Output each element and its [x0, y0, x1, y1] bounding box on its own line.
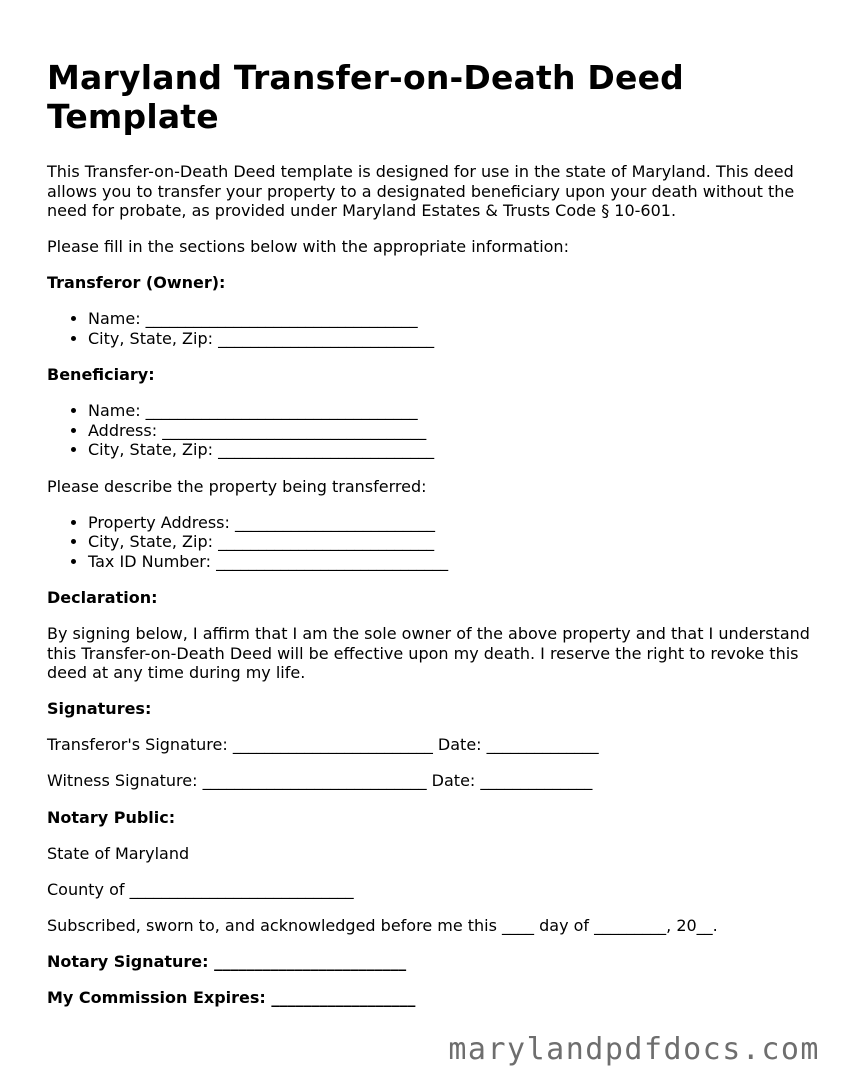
signatures-heading: Signatures:: [47, 699, 152, 719]
transferor-name-field: • Name: __________________________________: [88, 309, 827, 329]
intro-paragraph: This Transfer-on-Death Deed template is designed for use in the state of Maryland. This deed allows you to transfer your property to a designated beneficiary upon your death without the need for probate, as provided under Maryland Estates & Trusts Code § 10-601.: [47, 162, 795, 221]
instructions-text: Please fill in the sections below with the appropriate information:: [47, 237, 569, 257]
site-watermark: marylandpdfdocs.com: [448, 1032, 820, 1067]
transferor-fields: [47, 309, 827, 348]
transferor-signature-line: Transferor's Signature: _________________________ Date: ______________: [47, 735, 599, 755]
commission-expires-line: My Commission Expires: __________________: [47, 988, 416, 1008]
transferor-city-state-zip-field: • City, State, Zip: ___________________________: [88, 329, 827, 349]
notary-subscribed-line: Subscribed, sworn to, and acknowledged before me this ____ day of _________, 20__.: [47, 915, 718, 935]
document: [47, 58, 827, 1008]
beneficiary-name-field: • Name: __________________________________: [88, 401, 827, 421]
property-city-state-zip-field: • City, State, Zip: ___________________________: [88, 532, 827, 552]
property-intro: Please describe the property being transferred:: [47, 476, 427, 496]
beneficiary-address-field: • Address: _________________________________: [88, 421, 827, 441]
transferor-heading: Transferor (Owner):: [47, 273, 226, 293]
property-address-field: • Property Address: _________________________: [88, 513, 827, 533]
property-tax-id-field: • Tax ID Number: _____________________________: [88, 552, 827, 572]
declaration-text: By signing below, I affirm that I am the sole owner of the above property and that I understand this Transfer-on-Death Deed will be effective upon my death. I reserve the right to revoke this deed at any time during my life.: [47, 624, 810, 683]
witness-signature-line: Witness Signature: ____________________________ Date: ______________: [47, 771, 593, 791]
notary-signature-line: Notary Signature: ________________________: [47, 951, 407, 971]
declaration-heading: Declaration:: [47, 587, 158, 607]
document-title: Maryland Transfer-on-Death Deed Template: [47, 58, 684, 136]
beneficiary-fields: [47, 401, 827, 460]
notary-heading: Notary Public:: [47, 807, 176, 827]
notary-state: State of Maryland: [47, 843, 190, 863]
beneficiary-city-state-zip-field: • City, State, Zip: ___________________________: [88, 440, 827, 460]
property-fields: [47, 513, 827, 572]
notary-county-line: County of ____________________________: [47, 879, 354, 899]
beneficiary-heading: Beneficiary:: [47, 365, 155, 385]
